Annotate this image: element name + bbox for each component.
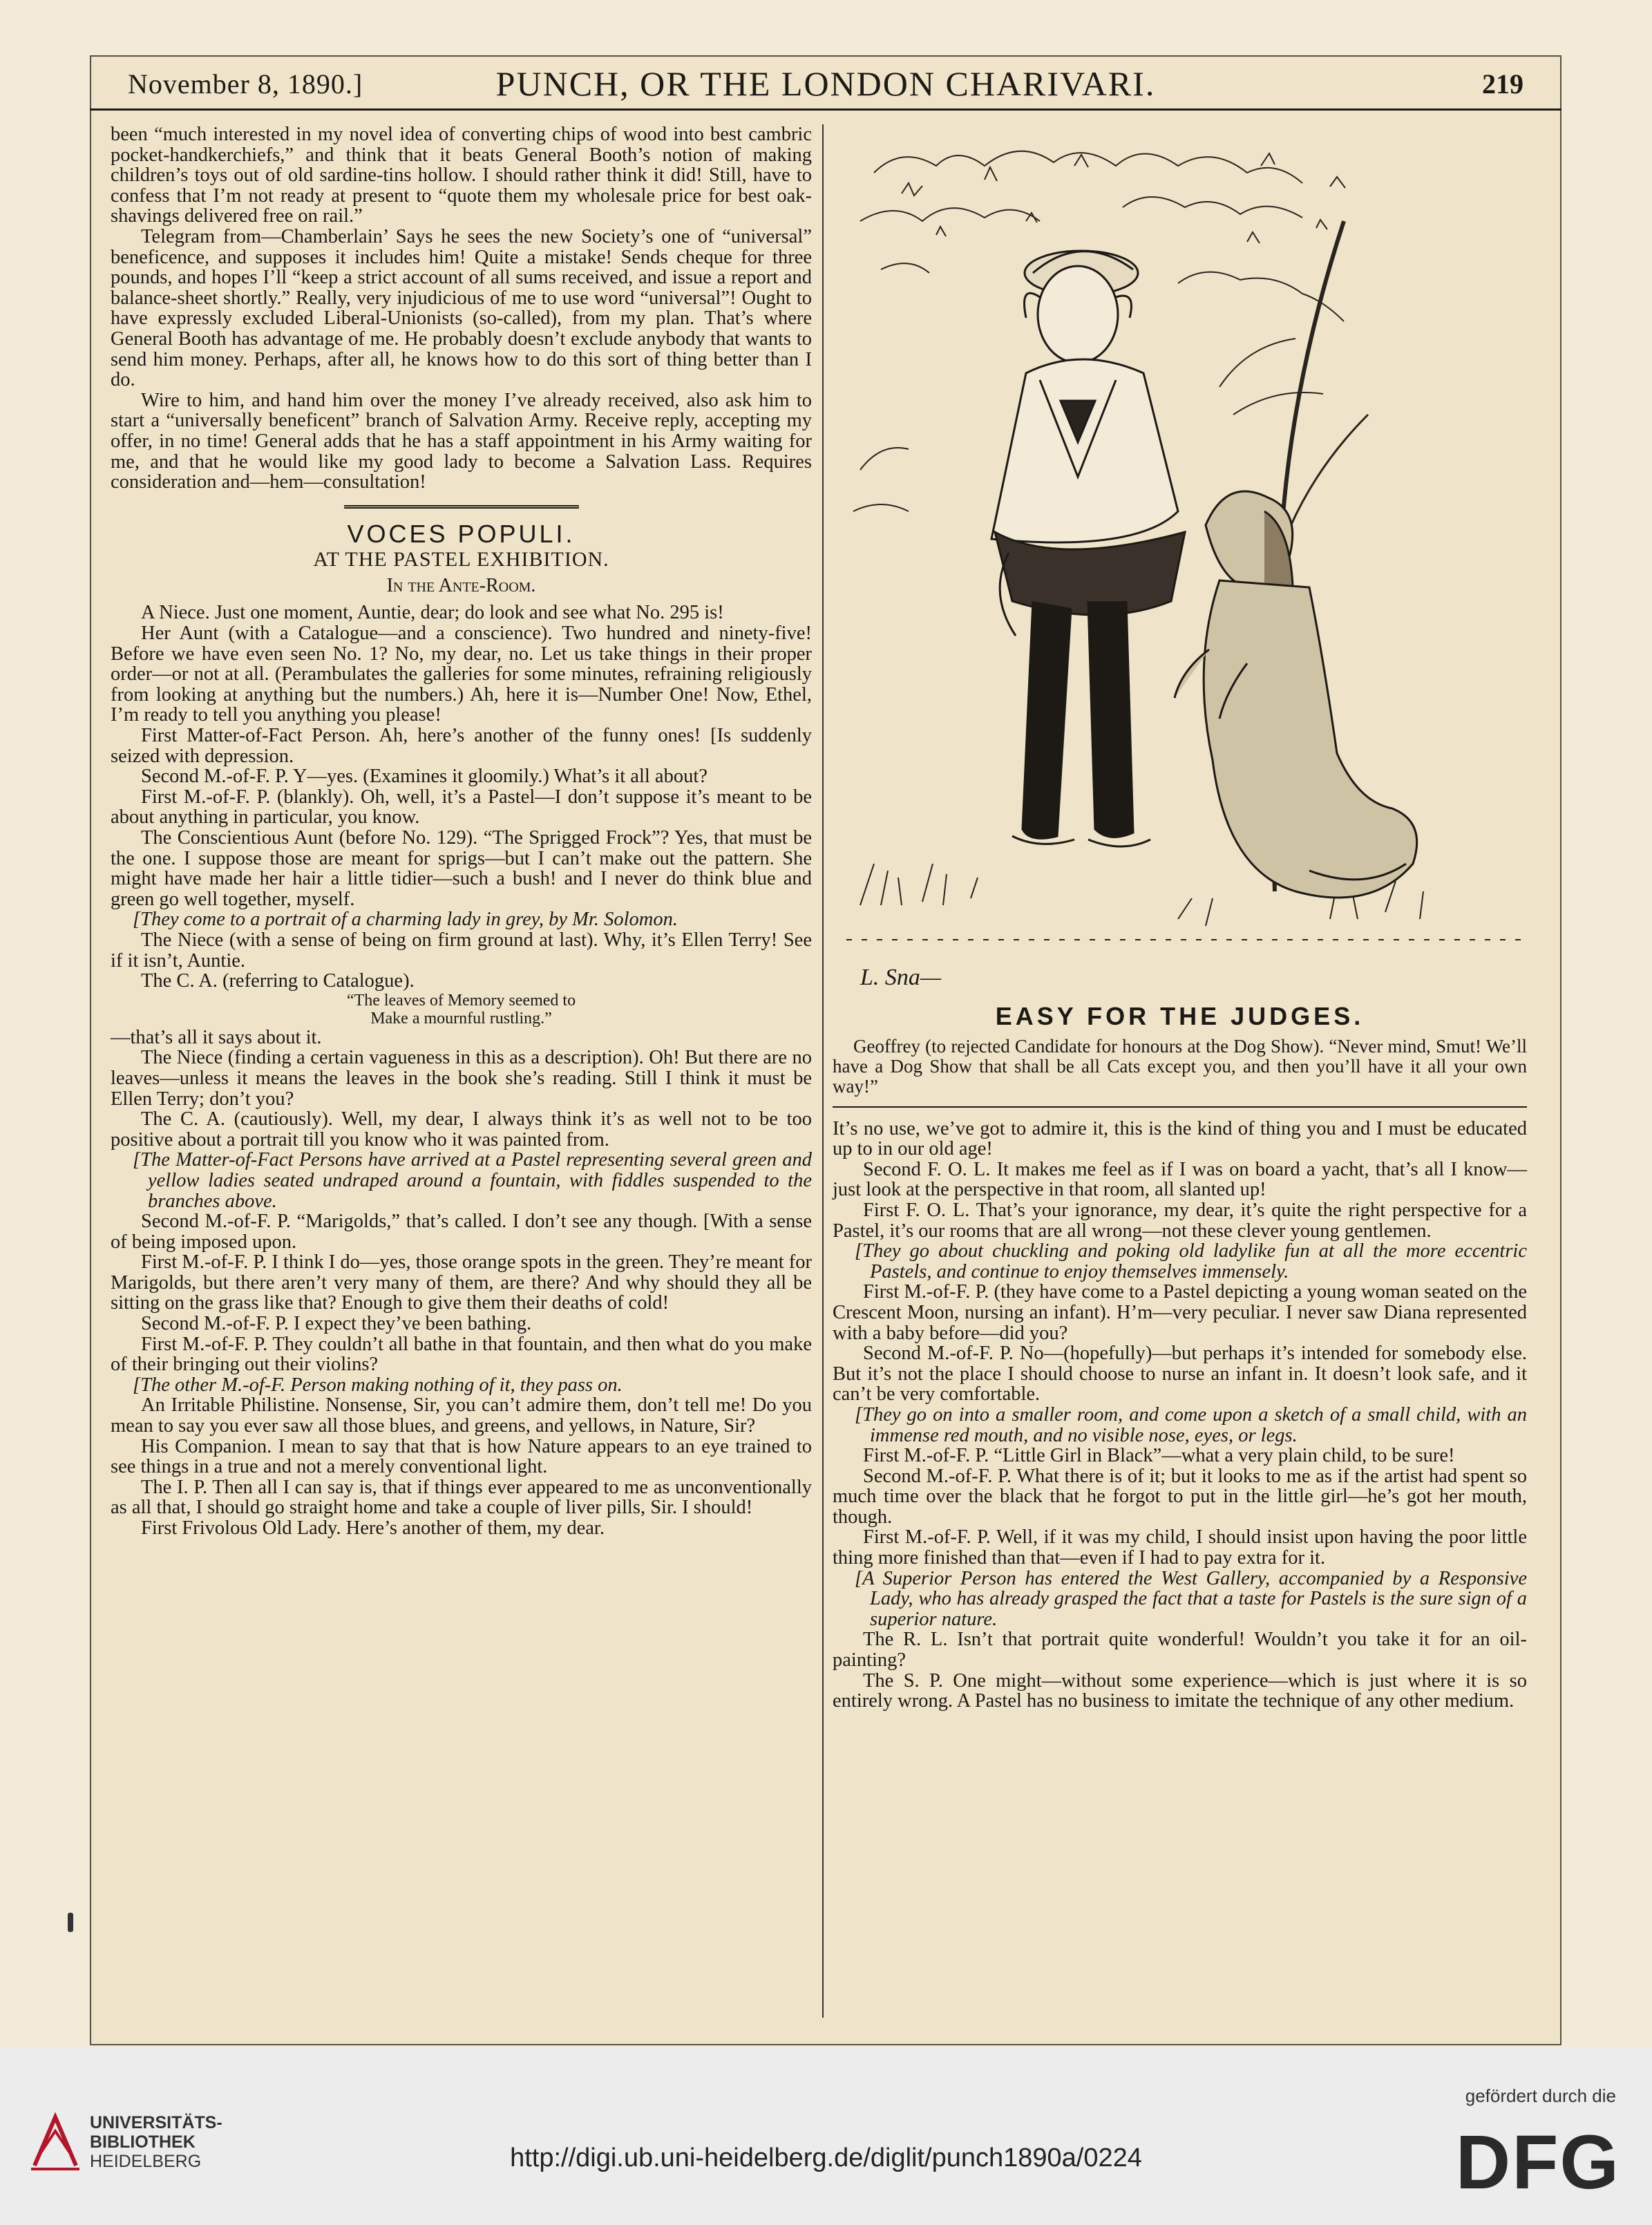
dialogue-line: The I. P. Then all I can say is, that if things ever appeared to me as unconventionally as all that, I should go straight home and take a couple of liver pills, Sir. I should! bbox=[111, 1476, 812, 1519]
boy-figure bbox=[991, 251, 1185, 846]
section-divider bbox=[344, 505, 579, 509]
cartoon-caption bbox=[833, 1036, 1527, 1097]
dialogue-line: First F. O. L. That’s your ignorance, my dear, it’s quite the right perspective for a Pastel, it’s our rooms that are all wrong—not these clever young gentlemen. bbox=[833, 1199, 1527, 1242]
dialogue-line: Second M.-of-F. P. I expect they’ve been bathing. bbox=[141, 1313, 532, 1335]
dialogue-line: An Irritable Philistine. Nonsense, Sir, you can’t admire them, don’t tell me! Do you mean to say you ever saw all those blues, and greens, and yellows, in Nature, Sir? bbox=[111, 1394, 812, 1437]
dialogue-line: First M.-of-F. P. “Little Girl in Black”—what a very plain child, to be sure! bbox=[863, 1445, 1455, 1467]
dialogue-line: Second M.-of-F. P. “Marigolds,” that’s called. I don’t see any though. [With a sense of being imposed upon. bbox=[111, 1211, 812, 1253]
stage-direction: [They come to a portrait of a charming lady in grey, by Mr. Solomon. bbox=[133, 909, 678, 931]
grass bbox=[846, 864, 1523, 940]
library-name-line: UNIVERSITÄTS- bbox=[90, 2113, 222, 2132]
dialogue-line: Second M.-of-F. P. Y—yes. (Examines it gloomily.) What’s it all about? bbox=[141, 766, 708, 788]
dialogue-line: Second M.-of-F. P. What there is of it; but it looks to me as if the artist had spent so much time over the black that he forgot to put in the little girl—he’s got her mouth, though. bbox=[833, 1465, 1527, 1528]
tree-branch bbox=[1285, 415, 1368, 539]
scene-heading: In the Ante-Room. bbox=[386, 574, 536, 596]
stage-direction: [A Superior Person has entered the West Gallery, accompanied by a Responsive Lady, who has already grasped the fact that a taste for Pastels is the sure sign of a superior nature. bbox=[855, 1567, 1527, 1630]
dialogue-line: The C. A. (cautiously). Well, my dear, I always think it’s as well not to be too positive about a portrait till you know who it was painted from. bbox=[111, 1108, 812, 1151]
paragraph: Wire to him, and hand him over the money I’ve already received, also ask him to start a “universally beneficent” branch of Salvation Army. Receive reply, accepting my offer, in no time! General adds that he has a staff appointment in his Army waiting for me, and that he would like my good lady to become a Salvation Lass. Requires consideration and—hem—consultation! bbox=[111, 389, 812, 493]
dialogue-line: Second M.-of-F. P. No—(hopefully)—but perhaps it’s intended for somebody else. But it’s not the place I should choose to nurse an infant in. It doesn’t look safe, and it can’t be very comfortable. bbox=[833, 1343, 1527, 1405]
stage-direction: [The other M.-of-F. Person making nothing of it, they pass on. bbox=[133, 1374, 623, 1396]
dialogue-line: First Frivolous Old Lady. Here’s another of them, my dear. bbox=[141, 1517, 605, 1539]
dialogue-line: The Niece (with a sense of being on firm ground at last). Why, it’s Ellen Terry! See if it isn’t, Auntie. bbox=[111, 929, 812, 972]
dialogue-line: Second F. O. L. It makes me feel as if I was on board a yacht, that’s all I know—just look at the perspective in that room, all slanted up! bbox=[833, 1158, 1527, 1201]
dialogue-line: The C. A. (referring to Catalogue). bbox=[141, 970, 415, 992]
left-column bbox=[111, 124, 812, 1539]
dialogue-continued bbox=[833, 1119, 1527, 1712]
dialogue-line: First M.-of-F. P. I think I do—yes, those orange spots in the green. They’re meant for Marigolds, but there aren’t very many of them, are there? And why should they all be sitting on the grass like that? Enough to give them their deaths of cold! bbox=[111, 1251, 812, 1314]
dialogue-text: —that’s all it says about it. bbox=[111, 1026, 322, 1048]
boy-and-dog-drawing bbox=[833, 124, 1527, 1002]
verse-quote: “The leaves of Memory seemed to bbox=[346, 991, 576, 1010]
page-number: 219 bbox=[1482, 68, 1523, 100]
stage-direction: [They go on into a smaller room, and come upon a sketch of a small child, with an immense red mouth, and no visible nose, eyes, or legs. bbox=[855, 1403, 1527, 1446]
dialogue-text: It’s no use, we’ve got to admire it, this is the kind of thing you and I must be educated up to in our old age! bbox=[833, 1117, 1527, 1160]
paragraph: been “much interested in my novel idea of converting chips of wood into best cambric pocket-handkerchiefs,” and think that it beats General Booth’s notion of making children’s toys out of old sardine-tins hollow. I should rather think it did! Still, have to confess that I’m not ready at present to “quote them my wholesale price for best oak-shavings delivered free on rail.” bbox=[111, 124, 812, 227]
dialogue-line: A Niece. Just one moment, Auntie, dear; do look and see what No. 295 is! bbox=[141, 602, 724, 624]
margin-mark bbox=[68, 1913, 73, 1932]
library-city: HEIDELBERG bbox=[90, 2152, 202, 2171]
dialogue-line: Her Aunt (with a Catalogue—and a conscience). Two hundred and ninety-five! Before we have even seen No. 1? No, my dear, no. Let us take things in their proper order—or not at all. (Perambulates the galleries for some minutes, refraining religiously from looking at anything but the numbers.) Ah, here it is—Number One! Now, Ethel, I’m ready to tell you anything you please! bbox=[111, 623, 812, 726]
dialogue-line: First M.-of-F. P. They couldn’t all bathe in that fountain, and then what do you make of their bringing out their violins? bbox=[111, 1333, 812, 1376]
issue-date: November 8, 1890.] bbox=[128, 68, 363, 100]
dialogue-line: The S. P. One might—without some experience—which is just where it is so entirely wrong. A Pastel has no business to imitate the technique of any other medium. bbox=[833, 1669, 1527, 1712]
dialogue-line: First M.-of-F. P. (blankly). Oh, well, it’s a Pastel—I don’t suppose it’s meant to be about anything in particular, you know. bbox=[111, 786, 812, 829]
caption-divider bbox=[833, 1106, 1527, 1108]
sponsor-note: gefördert durch die bbox=[1465, 2085, 1616, 2106]
page-header bbox=[90, 55, 1561, 111]
dialogue-line: The Conscientious Aunt (before No. 129). “The Sprigged Frock”? Yes, that must be the one. I suppose those are meant for sprigs—but I can’t make out the pattern. She might have made her hair a little tidier—such a bush! and I never do think blue and green go well together, myself. bbox=[111, 827, 812, 910]
dialogue-line: First M.-of-F. P. (they have come to a Pastel depicting a young woman seated on the Crescent Moon, nursing an infant). H’m—very peculiar. I never saw Diana represented with a baby before—did you? bbox=[833, 1281, 1527, 1344]
library-name-line: BIBLIOTHEK bbox=[90, 2132, 196, 2152]
cartoon-illustration bbox=[833, 124, 1527, 1002]
article-title: VOCES POPULI. bbox=[347, 519, 576, 548]
stage-direction: [The Matter-of-Fact Persons have arrived at a Pastel representing several green and yellow ladies seated undraped around a fountain, with fiddles suspended to the branches above. bbox=[133, 1149, 812, 1212]
permalink[interactable]: http://digi.ub.uni-heidelberg.de/diglit/punch1890a/0224 bbox=[510, 2143, 1142, 2172]
publication-title: PUNCH, OR THE LONDON CHARIVARI. bbox=[495, 64, 1156, 103]
cartoon-title: EASY FOR THE JUDGES. bbox=[995, 1002, 1365, 1030]
dialogue-line: First Matter-of-Fact Person. Ah, here’s another of the funny ones! [Is suddenly seized with depression. bbox=[111, 725, 812, 767]
intro-text bbox=[111, 124, 812, 493]
dog-figure bbox=[1175, 491, 1417, 898]
dialogue-line: The Niece (finding a certain vagueness in this as a description). Oh! But there are no leaves—unless it means the leaves in the book she’s reading. Still I think it must be Ellen Terry; don’t you? bbox=[111, 1047, 812, 1110]
verse-quote: Make a mournful rustling.” bbox=[370, 1009, 552, 1028]
paragraph: Telegram from—Chamberlain’ Says he sees the new Society’s one of “universal” beneficence, and supposes it includes him! Quite a mistake! Sends cheque for three pounds, and hopes I’ll “keep a strict account of all sums received, and issue a report and balance-sheet shortly.” Really, very injudicious of me to use word “universal”! Ought to have expressly excluded Liberal-Unionists (so-called), from my plan. That’s where General Booth has advantage of me. He probably doesn’t exclude anybody that wants to send him money. Perhaps, after all, he knows how to do this sort of thing better than I do. bbox=[111, 225, 812, 391]
article-subtitle: AT THE PASTEL EXHIBITION. bbox=[313, 548, 609, 571]
dialogue-block bbox=[111, 603, 812, 1538]
dialogue-line: The R. L. Isn’t that portrait quite wonderful! Wouldn’t you take it for an oil-painting? bbox=[833, 1629, 1527, 1672]
artist-signature: L. Sna— bbox=[860, 965, 942, 990]
column-divider bbox=[822, 124, 824, 2018]
dfg-logo: DFG bbox=[1455, 2120, 1620, 2205]
dialogue-line: First M.-of-F. P. Well, if it was my child, I should insist upon having the poor little thing more finished than that—even if I had to pay extra for it. bbox=[833, 1526, 1527, 1569]
stage-direction: [They go about chuckling and poking old ladylike fun at all the more eccentric Pastels, and continue to enjoy themselves immensely. bbox=[855, 1240, 1527, 1282]
digitization-footer bbox=[0, 2047, 1652, 2225]
caption-text: Geoffrey (to rejected Candidate for honours at the Dog Show). “Never mind, Smut! We’ll have a Dog Show that shall be all Cats except you, and then you’ll have it all your own way!” bbox=[833, 1035, 1527, 1097]
dialogue-line: His Companion. I mean to say that that is how Nature appears to an eye trained to see things in a true and not a merely conventional light. bbox=[111, 1435, 812, 1478]
right-column bbox=[833, 124, 1527, 1712]
